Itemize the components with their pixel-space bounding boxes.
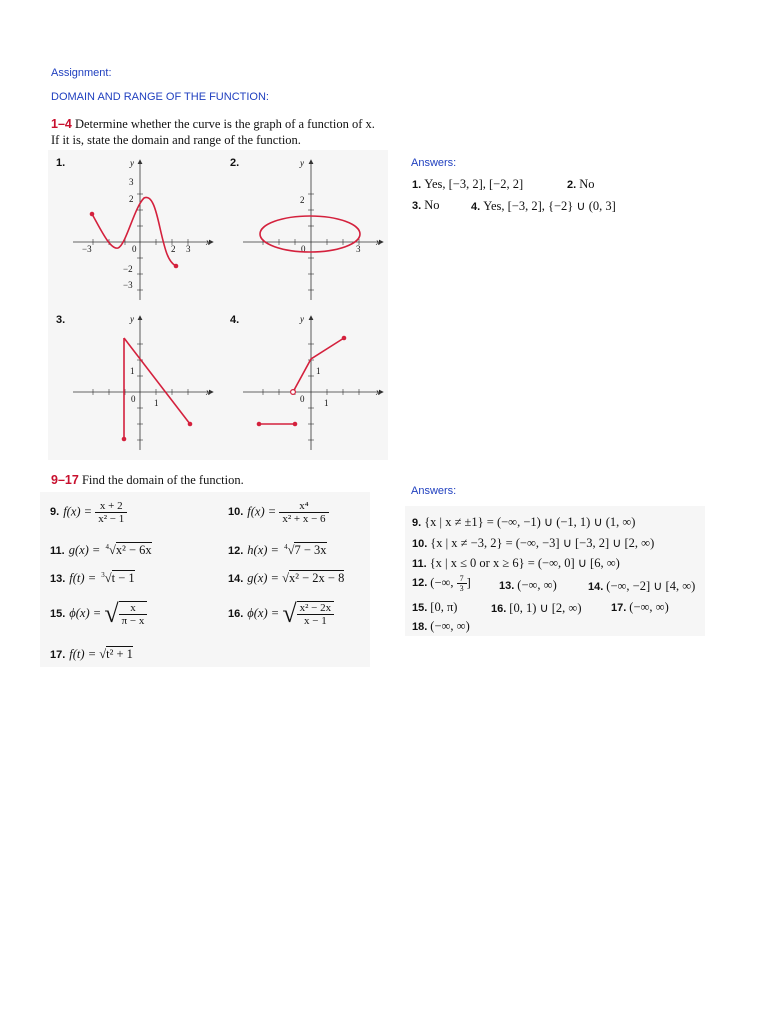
graph-1-number: 1. (56, 157, 66, 169)
problem-11: 11. g(x) = $^4$√x² − 6x (50, 543, 152, 558)
graph-3-tick-x-1: 1 (154, 398, 159, 408)
answer-11: 11. {x | x ≤ 0 or x ≥ 6} = (−∞, 0] ∪ [6, ∞) (412, 556, 620, 570)
answer-17: 17. (−∞, ∞) (611, 600, 669, 614)
answer-2: 2. No (567, 177, 595, 191)
graph-3-endpoint-right (188, 422, 193, 427)
graph-2-x-label: x (376, 237, 380, 247)
graph-2 (230, 157, 383, 300)
answer-10: 10. {x | x ≠ −3, 2} = (−∞, −3] ∪ [−3, 2] ∪ [2, ∞) (412, 536, 655, 550)
graph-3-number: 3. (56, 314, 66, 326)
graphs-panel (48, 150, 388, 460)
graph-4-closed-left (257, 422, 262, 427)
graph-3-x-label: x (206, 387, 210, 397)
graph-4-y-label: y (300, 314, 304, 324)
graph-2-tick-x-3: 3 (356, 244, 361, 254)
graph-2-ellipse (260, 216, 360, 252)
graph-1-endpoint-right (174, 264, 179, 269)
answer-12: 12. (−∞, $\frac{7}{3}$ ] (412, 574, 471, 593)
graph-4-open-point (291, 390, 296, 395)
section1-answers-label: Answers: (411, 157, 457, 169)
graph-1-tick-x-3: 3 (186, 244, 191, 254)
problem-13: 13. f(t) = $^3$√t − 1 (50, 571, 135, 586)
graph-2-y-label: y (300, 158, 304, 168)
answer-16: 16. [0, 1) ∪ [2, ∞) (491, 601, 582, 615)
graph-4-closed-right (293, 422, 298, 427)
graph-1-tick-x-2: 2 (171, 244, 176, 254)
section2-range: 9–17 (51, 473, 79, 487)
answer-4: 4. Yes, [−3, 2], {−2} ∪ (0, 3] (471, 199, 616, 213)
answer-15: 15. [0, π) (412, 600, 458, 614)
answer-18: 18. (−∞, ∞) (412, 619, 470, 633)
section2-instruction: 9–17 Find the domain of the function. (51, 473, 244, 487)
graph-4-x-label: x (376, 387, 380, 397)
section1-range: 1–4 (51, 117, 72, 131)
graph-4-tick-origin: 0 (300, 394, 305, 404)
graph-2-number: 2. (230, 157, 240, 169)
problem-9: 9. f(x) = $\frac{x + 2}{\text{x² − 1}}$ (50, 500, 127, 525)
graph-1-tick-origin: 0 (132, 244, 137, 254)
graph-4-number: 4. (230, 314, 240, 326)
graph-3-tick-origin: 0 (131, 394, 136, 404)
graph-1-tick-y-neg3: −3 (123, 280, 133, 290)
section1-line2: If it is, state the domain and range of the function. (51, 133, 301, 147)
graph-1 (56, 157, 213, 300)
graph-1-tick-y-neg2: −2 (123, 264, 133, 274)
problem-10: 10. f(x) = $\frac{\text{x⁴}}{\text{x² + x − 6}}$ (228, 500, 329, 525)
section1-line1: Determine whether the curve is the graph of a function of x. (74, 117, 375, 131)
problem-12: 12. h(x) = $^4$√7 − 3x (228, 543, 327, 558)
answer-9: 9. {x | x ≠ ±1} = (−∞, −1) ∪ (−1, 1) ∪ (1, ∞) (412, 515, 636, 529)
graph-3-y-label: y (130, 314, 134, 324)
answer-3: 3. No (412, 198, 440, 212)
graphs-svg (48, 150, 388, 460)
graph-4 (230, 314, 383, 450)
answer-14: 14. (−∞, −2] ∪ [4, ∞) (588, 579, 696, 593)
graph-3-endpoint-bottom (122, 437, 127, 442)
graph-1-y-label: y (130, 158, 134, 168)
graph-4-endpoint-right (342, 336, 347, 341)
problem-15: 15. ϕ(x) = √ $\frac{x}{\pi - x}$ (50, 599, 147, 629)
graph-2-tick-y-2: 2 (300, 195, 305, 205)
graph-1-tick-x-neg3: −3 (82, 244, 92, 254)
graph-3-diagonal-segment (124, 338, 190, 424)
problem-16: 16. ϕ(x) = √ $\frac{\text{x² − 2x}}{x - 1}$ (228, 599, 334, 629)
answer-1: 1. Yes, [−3, 2], [−2, 2] (412, 177, 524, 191)
graph-3 (56, 314, 213, 450)
section2-answers-label: Answers: (411, 485, 457, 497)
graph-1-x-label: x (206, 237, 210, 247)
problem-14: 14. g(x) = √x² − 2x − 8 (228, 571, 345, 585)
graph-1-tick-y-2: 2 (129, 194, 134, 204)
topic-title: DOMAIN AND RANGE OF THE FUNCTION: (51, 91, 269, 103)
section1-instruction (51, 116, 375, 148)
graph-3-tick-y-1: 1 (130, 366, 135, 376)
graph-4-rising-curve (293, 338, 344, 392)
graph-1-curve (92, 197, 176, 266)
assignment-label: Assignment: (51, 67, 112, 79)
graph-1-endpoint-left (90, 212, 95, 217)
graph-2-tick-origin: 0 (301, 244, 306, 254)
graph-4-tick-x-1: 1 (324, 398, 329, 408)
graph-1-tick-y-3: 3 (129, 177, 134, 187)
problem-17: 17. f(t) = √t² + 1 (50, 647, 133, 661)
graph-4-tick-y-1: 1 (316, 366, 321, 376)
answer-13: 13. (−∞, ∞) (499, 578, 557, 592)
